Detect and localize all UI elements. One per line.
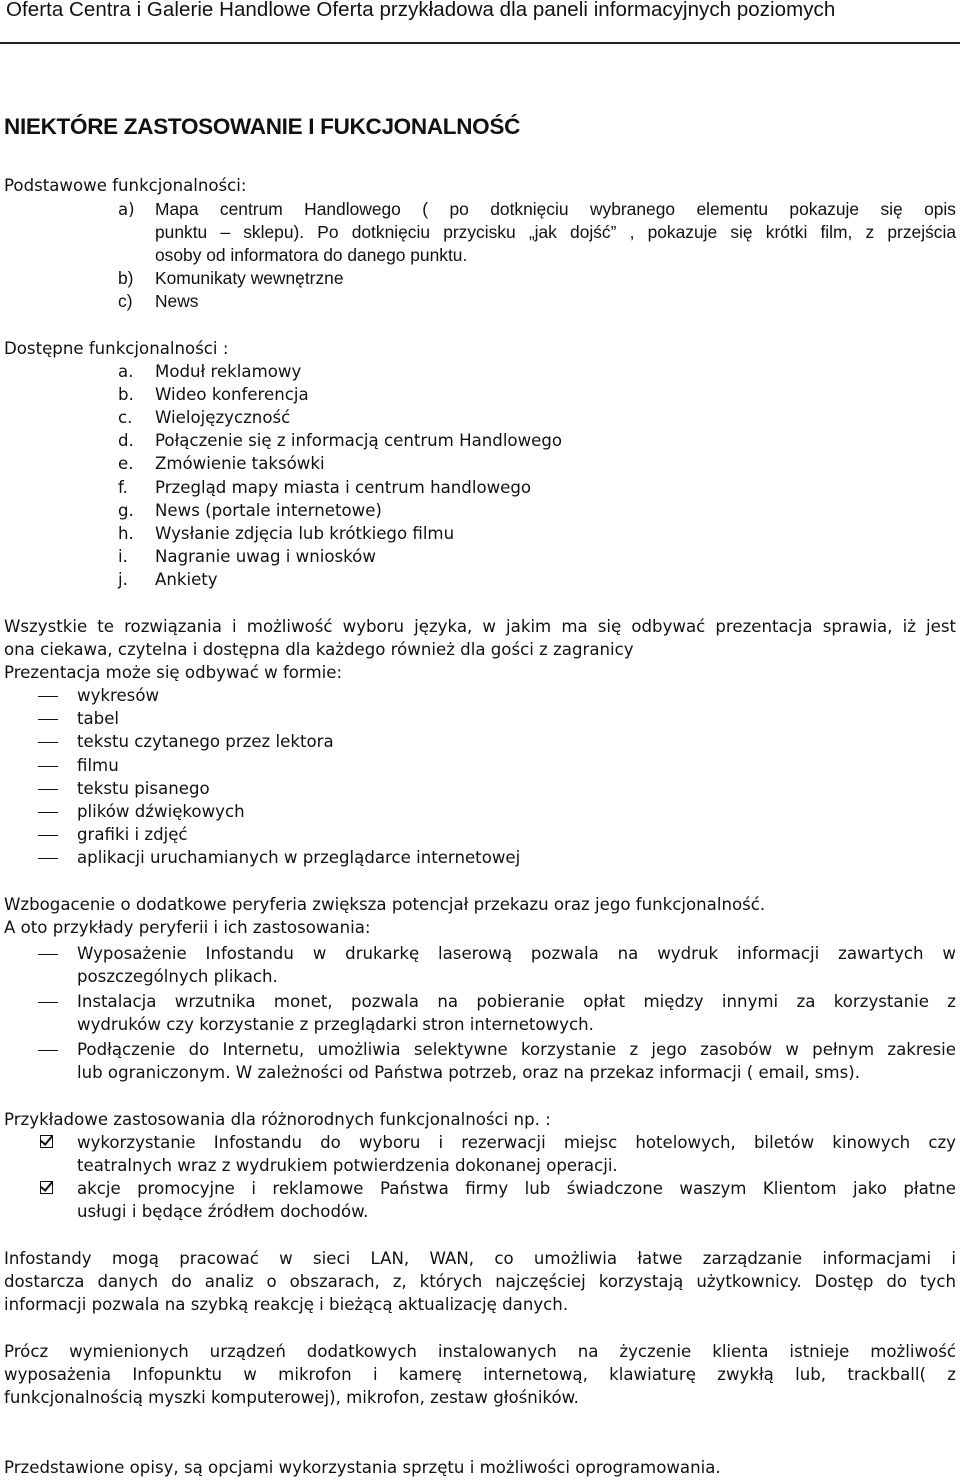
checkbox-checked-icon [40, 1181, 53, 1194]
list-item-marker: j. [118, 570, 128, 589]
basic-title: Podstawowe funkcjonalności: [4, 176, 247, 195]
list-item: Połączenie się z informacją centrum Handlowego [155, 431, 563, 450]
dash-bullet [38, 800, 58, 823]
list-item: News (portale internetowe) [155, 501, 382, 520]
list-item-marker: g. [118, 501, 134, 520]
basic-item-c-text: News [155, 291, 199, 311]
paragraph-devices-line-1: Prócz wymienionych urządzeń dodatkowych instalowanych na życzenie klienta istnieje możliwość [4, 1342, 956, 1361]
list-item: tekstu pisanego [77, 779, 210, 798]
list-item-marker: h. [118, 524, 134, 543]
list-item-marker: c. [118, 408, 133, 427]
paragraph-devices-line-3: funkcjonalnością myszki komputerowej), mikrofon, zestaw głośników. [4, 1388, 579, 1407]
basic-item-a-line-1: Mapa centrum Handlowego ( po dotknięciu wybranego elementu pokazuje się opis [155, 199, 956, 219]
example-item-2-line-1: akcje promocyjne i reklamowe Państwa firmy lub świadczone waszym Klientom jako płatne [77, 1179, 956, 1198]
dash-bullet [38, 990, 58, 1013]
list-item-marker: f. [118, 478, 128, 497]
list-item: Wielojęzyczność [155, 408, 291, 427]
list-item: Wysłanie zdjęcia lub krótkiego filmu [155, 524, 455, 543]
list-item: Wideo konferencja [155, 385, 309, 404]
list-item: Ankiety [155, 570, 218, 589]
peripheral-item-2-line-1: Instalacja wrzutnika monet, pozwala na pobieranie opłat między innymi za korzystanie z [77, 992, 956, 1011]
checkbox-checked-icon [40, 1135, 53, 1148]
list-item: Zmówienie taksówki [155, 454, 325, 473]
example-item-1-line-1: wykorzystanie Infostandu do wyboru i rezerwacji miejsc hotelowych, biletów kinowych czy [77, 1133, 956, 1152]
available-title: Dostępne funkcjonalności : [4, 339, 229, 358]
paragraph-languages-line-1: Wszystkie te rozwiązania i możliwość wyboru języka, w jakim ma się odbywać prezentacja sprawia, iż jest [4, 617, 956, 636]
list-item-marker: i. [118, 547, 128, 566]
dash-bullet [38, 823, 58, 846]
list-item: filmu [77, 756, 119, 775]
list-item: Przegląd mapy miasta i centrum handlowego [155, 478, 532, 497]
list-item: aplikacji uruchamianych w przeglądarce internetowej [77, 848, 521, 867]
dash-bullet [38, 1038, 58, 1061]
dash-bullet [38, 684, 58, 707]
list-item-marker: b. [118, 385, 134, 404]
peripheral-item-2-line-2: wydruków czy korzystanie z przeglądarki stron internetowych. [77, 1015, 594, 1034]
dash-bullet [38, 730, 58, 753]
examples-title: Przykładowe zastosowania dla różnorodnych funkcjonalności np. : [4, 1110, 551, 1129]
paragraph-peripherals: Wzbogacenie o dodatkowe peryferia zwiększa potencjał przekazu oraz jego funkcjonalność. [4, 895, 766, 914]
peripheral-item-1-line-2: poszczególnych plikach. [77, 967, 278, 986]
peripherals-title: A oto przykłady peryferii i ich zastosowania: [4, 918, 371, 937]
header-title: Oferta Centra i Galerie Handlowe Oferta przykładowa dla paneli informacyjnych poziomych [6, 0, 836, 21]
example-item-1-line-2: teatralnych wraz z wydrukiem potwierdzenia dokonanej operacji. [77, 1156, 618, 1175]
paragraph-languages-line-2: ona ciekawa, czytelna i dostępna dla każdego również dla gości z zagranicy [4, 640, 634, 659]
paragraph-devices-line-2: wyposażenia Infopunktu w mikrofon i kamerę internetową, klawiaturę zwykłą lub, trackball( z [4, 1365, 956, 1384]
list-item: grafiki i zdjęć [77, 825, 188, 844]
dash-bullet [38, 754, 58, 777]
dash-bullet [38, 707, 58, 730]
page-header [0, 0, 960, 44]
list-item: tekstu czytanego przez lektora [77, 732, 334, 751]
basic-item-a-marker: a) [118, 200, 135, 219]
dash-bullet [38, 942, 58, 965]
basic-item-b-text: Komunikaty wewnętrzne [155, 268, 344, 288]
peripheral-item-3-line-2: lub ograniczonym. W zależności od Państwa potrzeb, oraz na przekaz informacji ( email, sms). [77, 1063, 860, 1082]
list-item: Nagranie uwag i wniosków [155, 547, 376, 566]
footer-note: Przedstawione opisy, są opcjami wykorzystania sprzętu i możliwości oprogramowania. [4, 1458, 721, 1477]
paragraph-network-line-2: dostarcza danych do analiz o obszarach, z, których najczęściej korzystają użytkownicy. Dostęp do tych [4, 1272, 956, 1291]
peripheral-item-1-line-1: Wyposażenie Infostandu w drukarkę laserową pozwala na wydruk informacji zawartych w [77, 944, 956, 963]
basic-item-a-line-3: osoby od informatora do danego punktu. [155, 245, 468, 265]
list-item-marker: a. [118, 362, 134, 381]
basic-item-b-marker: b) [118, 268, 134, 288]
paragraph-network-line-1: Infostandy mogą pracować w sieci LAN, WAN, co umożliwia łatwe zarządzanie informacjami i [4, 1249, 956, 1268]
paragraph-network-line-3: informacji pozwala na szybką reakcję i bieżącą aktualizację danych. [4, 1295, 569, 1314]
dash-bullet [38, 846, 58, 869]
peripheral-item-3-line-1: Podłączenie do Internetu, umożliwia selektywne korzystanie z jego zasobów w pełnym zakresie [77, 1040, 956, 1059]
section-heading: NIEKTÓRE ZASTOSOWANIE I FUKCJONALNOŚĆ [4, 114, 521, 139]
basic-item-a-line-2: punktu – sklepu). Po dotknięciu przycisku „jak dojść” , pokazuje się krótki film, z przejścia [155, 222, 956, 242]
list-item: tabel [77, 709, 120, 728]
list-item-marker: d. [118, 431, 134, 450]
list-item: wykresów [77, 686, 160, 705]
dash-bullet [38, 777, 58, 800]
example-item-2-line-2: usługi i będące źródłem dochodów. [77, 1202, 369, 1221]
basic-item-c-marker: c) [118, 291, 133, 311]
list-item: Moduł reklamowy [155, 362, 302, 381]
list-item-marker: e. [118, 454, 134, 473]
list-item: plików dźwiękowych [77, 802, 245, 821]
forms-title: Prezentacja może się odbywać w formie: [4, 663, 343, 682]
